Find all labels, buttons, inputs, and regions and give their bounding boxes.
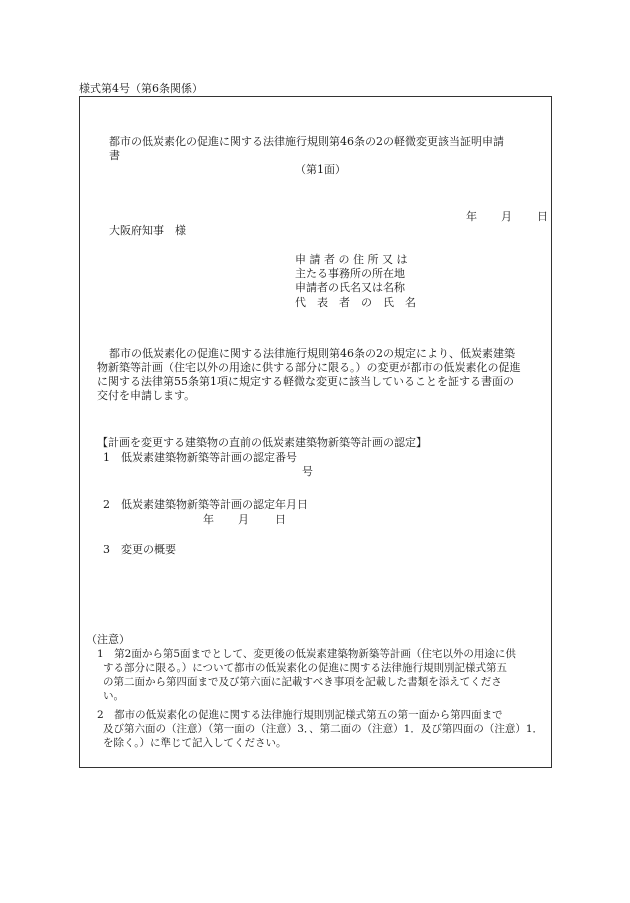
change-summary-label: 3 変更の概要 (103, 543, 176, 556)
certification-date-label: 2 低炭素建築物新築等計画の認定年月日 (103, 498, 308, 511)
date-day-label: 日 (537, 210, 548, 223)
note-1-line: の第二面から第四面まで及び第六面に記載すべき事項を記載した書類を添えてくださ (103, 676, 502, 688)
applicant-name-label: 申請者の氏名又は名称 (295, 281, 405, 294)
notes-heading: （注意） (86, 633, 130, 646)
note-1-line: 1 第2面から第5面までとして、変更後の低炭素建築物新築等計画（住宅以外の用途に供 (97, 648, 516, 660)
date-year-label: 年 (466, 210, 477, 223)
note-2-line: 及び第六面の（注意）（第一面の（注意）3．、第二面の（注意）1．及び第四面の（注意）1． (103, 723, 544, 735)
date-month-label: 月 (501, 210, 512, 223)
note-2-line: を除く。）に準じて記入してください。 (103, 737, 287, 749)
body-text-line: に関する法律第55条第1項に規定する軽微な変更に該当していることを証する書面の (97, 375, 514, 388)
note-1-line: い。 (103, 690, 124, 702)
form-title-line1: 都市の低炭素化の促進に関する法律施行規則第46条の2の軽微変更該当証明申請 (109, 135, 504, 148)
note-2-line: 2 都市の低炭素化の促進に関する法律施行規則別記様式第五の第一面から第四面まで (97, 709, 503, 721)
note-1-line: する部分に限る。）について都市の低炭素化の促進に関する法律施行規則別記様式第五 (103, 662, 508, 674)
applicant-office-label: 主たる事務所の所在地 (295, 267, 405, 280)
certification-date-year: 年 (203, 513, 214, 526)
body-text-line: 交付を申請します。 (97, 389, 196, 402)
certification-date-month: 月 (238, 513, 249, 526)
addressee: 大阪府知事 様 (109, 224, 186, 237)
form-title-line2: 書 (109, 149, 120, 162)
body-text-line: 都市の低炭素化の促進に関する法律施行規則第46条の2の規定により、低炭素建築 (109, 347, 515, 360)
form-number-label: 様式第4号（第6条関係） (79, 82, 203, 95)
certification-number-suffix: 号 (302, 465, 313, 478)
certification-number-label: 1 低炭素建築物新築等計画の認定番号 (103, 451, 297, 464)
certification-date-day: 日 (275, 513, 286, 526)
body-text-line: 物新築等計画（住宅以外の用途に供する部分に限る。）の変更が都市の低炭素化の促進 (97, 361, 521, 374)
page-indicator: （第1面） (295, 163, 346, 176)
applicant-representative-label: 代 表 者 の 氏 名 (295, 296, 416, 309)
section-heading: 【計画を変更する建築物の直前の低炭素建築物新築等計画の認定】 (97, 436, 427, 449)
applicant-address-label: 申 請 者 の 住 所 又 は (295, 253, 408, 266)
